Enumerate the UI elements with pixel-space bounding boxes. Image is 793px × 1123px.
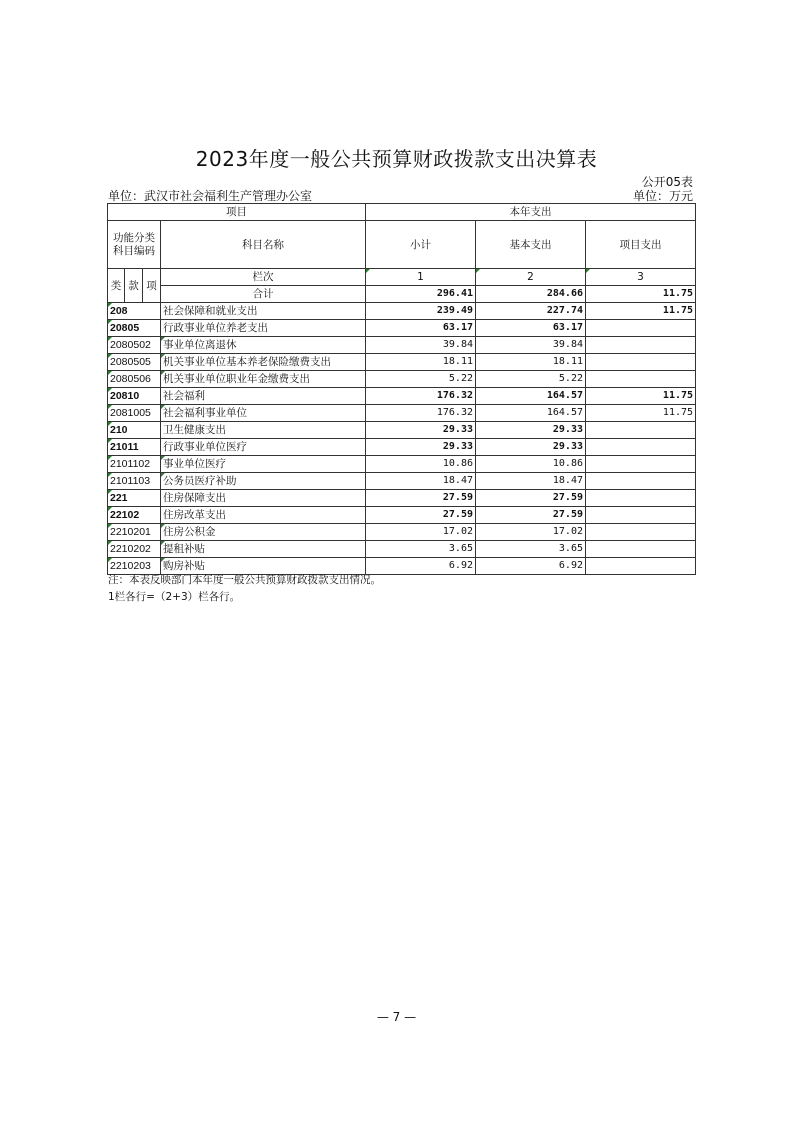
header-col1: 1 [366, 269, 476, 286]
table-row [108, 337, 696, 354]
header-func-code [108, 221, 161, 269]
row-subtotal: 3.65 [366, 541, 476, 558]
row-project [586, 473, 696, 490]
row-basic: 18.47 [476, 473, 586, 490]
table-row [108, 507, 696, 524]
row-subject-name: 社会福利事业单位 [161, 405, 366, 422]
row-project [586, 541, 696, 558]
header-basic: 基本支出 [476, 221, 586, 269]
row-subject-name: 机关事业单位职业年金缴费支出 [161, 371, 366, 388]
row-subject-name: 社会保障和就业支出 [161, 303, 366, 320]
row-code: 21011 [108, 439, 161, 456]
row-subtotal: 27.59 [366, 507, 476, 524]
row-code: 210 [108, 422, 161, 439]
data-rows [108, 303, 696, 575]
row-basic: 39.84 [476, 337, 586, 354]
row-basic: 164.57 [476, 405, 586, 422]
header-func-code-line2: 科目编码 [113, 244, 155, 257]
row-basic: 29.33 [476, 422, 586, 439]
row-basic: 27.59 [476, 507, 586, 524]
row-project [586, 524, 696, 541]
row-basic: 63.17 [476, 320, 586, 337]
row-project [586, 320, 696, 337]
table-row [108, 456, 696, 473]
row-basic: 164.57 [476, 388, 586, 405]
row-subtotal: 27.59 [366, 490, 476, 507]
row-subject-name: 机关事业单位基本养老保险缴费支出 [161, 354, 366, 371]
row-subtotal: 18.47 [366, 473, 476, 490]
row-code: 2080505 [108, 354, 161, 371]
table-row [108, 422, 696, 439]
row-code: 2101103 [108, 473, 161, 490]
row-basic: 29.33 [476, 439, 586, 456]
header-column-no: 栏次 [161, 269, 366, 286]
table-row [108, 320, 696, 337]
row-project [586, 558, 696, 575]
note-line-2: 1栏各行=（2+3）栏各行。 [108, 591, 241, 603]
header-kuan: 款 [125, 269, 143, 303]
row-subtotal: 18.11 [366, 354, 476, 371]
header-current-year: 本年支出 [366, 204, 696, 221]
row-subject-name: 住房公积金 [161, 524, 366, 541]
row-subtotal: 63.17 [366, 320, 476, 337]
row-subtotal: 17.02 [366, 524, 476, 541]
row-code: 2101102 [108, 456, 161, 473]
header-func-code-line1: 功能分类 [113, 231, 155, 244]
total-subtotal: 296.41 [366, 286, 476, 303]
header-project-exp: 项目支出 [586, 221, 696, 269]
form-number: 公开05表 [641, 175, 693, 189]
row-code: 2210202 [108, 541, 161, 558]
header-lei: 类 [108, 269, 125, 303]
expenditure-table [107, 203, 696, 575]
header-subject-name: 科目名称 [161, 221, 366, 269]
header-row-2 [108, 221, 696, 269]
row-subtotal: 6.92 [366, 558, 476, 575]
table-row [108, 388, 696, 405]
header-row-1 [108, 204, 696, 221]
header-xiang: 项 [143, 269, 161, 303]
table-row [108, 354, 696, 371]
row-basic: 17.02 [476, 524, 586, 541]
row-basic: 5.22 [476, 371, 586, 388]
row-project [586, 507, 696, 524]
row-code: 2080502 [108, 337, 161, 354]
total-project: 11.75 [586, 286, 696, 303]
row-project [586, 354, 696, 371]
row-subject-name: 公务员医疗补助 [161, 473, 366, 490]
row-project: 11.75 [586, 405, 696, 422]
table-row [108, 473, 696, 490]
row-project [586, 337, 696, 354]
table-row [108, 490, 696, 507]
document-title: 2023年度一般公共预算财政拨款支出决算表 [195, 147, 598, 171]
header-col2: 2 [476, 269, 586, 286]
table-row [108, 405, 696, 422]
table-row [108, 371, 696, 388]
row-project [586, 490, 696, 507]
header-subtotal: 小计 [366, 221, 476, 269]
row-project [586, 422, 696, 439]
table-row [108, 303, 696, 320]
row-subtotal: 239.49 [366, 303, 476, 320]
row-code: 2210201 [108, 524, 161, 541]
row-project [586, 439, 696, 456]
header-row-3 [108, 269, 696, 286]
row-subtotal: 10.86 [366, 456, 476, 473]
row-subject-name: 卫生健康支出 [161, 422, 366, 439]
currency-unit: 单位：万元 [632, 189, 693, 203]
row-code: 20805 [108, 320, 161, 337]
row-subject-name: 事业单位离退休 [161, 337, 366, 354]
total-basic: 284.66 [476, 286, 586, 303]
row-basic: 6.92 [476, 558, 586, 575]
row-basic: 227.74 [476, 303, 586, 320]
row-basic: 18.11 [476, 354, 586, 371]
row-code: 2080506 [108, 371, 161, 388]
row-code: 2081005 [108, 405, 161, 422]
row-subtotal: 29.33 [366, 439, 476, 456]
table-row [108, 439, 696, 456]
row-subtotal: 29.33 [366, 422, 476, 439]
row-code: 20810 [108, 388, 161, 405]
row-subtotal: 39.84 [366, 337, 476, 354]
header-project: 项目 [108, 204, 366, 221]
row-subject-name: 行政事业单位医疗 [161, 439, 366, 456]
page-number: — 7 — [376, 1010, 417, 1024]
row-code: 221 [108, 490, 161, 507]
row-basic: 27.59 [476, 490, 586, 507]
reporting-unit: 单位：武汉市社会福利生产管理办公室 [108, 189, 313, 203]
row-subject-name: 社会福利 [161, 388, 366, 405]
header-col3: 3 [586, 269, 696, 286]
row-project: 11.75 [586, 303, 696, 320]
row-subtotal: 176.32 [366, 405, 476, 422]
row-subject-name: 住房保障支出 [161, 490, 366, 507]
row-basic: 10.86 [476, 456, 586, 473]
row-subject-name: 购房补贴 [161, 558, 366, 575]
row-code: 22102 [108, 507, 161, 524]
row-subject-name: 住房改革支出 [161, 507, 366, 524]
row-code: 208 [108, 303, 161, 320]
total-row [108, 286, 696, 303]
row-subject-name: 提租补贴 [161, 541, 366, 558]
row-subject-name: 行政事业单位养老支出 [161, 320, 366, 337]
row-subtotal: 176.32 [366, 388, 476, 405]
note-line-1: 注：本表反映部门本年度一般公共预算财政拨款支出情况。 [108, 574, 381, 586]
total-label: 合计 [161, 286, 366, 303]
row-code: 2210203 [108, 558, 161, 575]
row-project [586, 456, 696, 473]
row-basic: 3.65 [476, 541, 586, 558]
table-row [108, 524, 696, 541]
row-project [586, 371, 696, 388]
row-project: 11.75 [586, 388, 696, 405]
table-row [108, 541, 696, 558]
row-subject-name: 事业单位医疗 [161, 456, 366, 473]
row-subtotal: 5.22 [366, 371, 476, 388]
